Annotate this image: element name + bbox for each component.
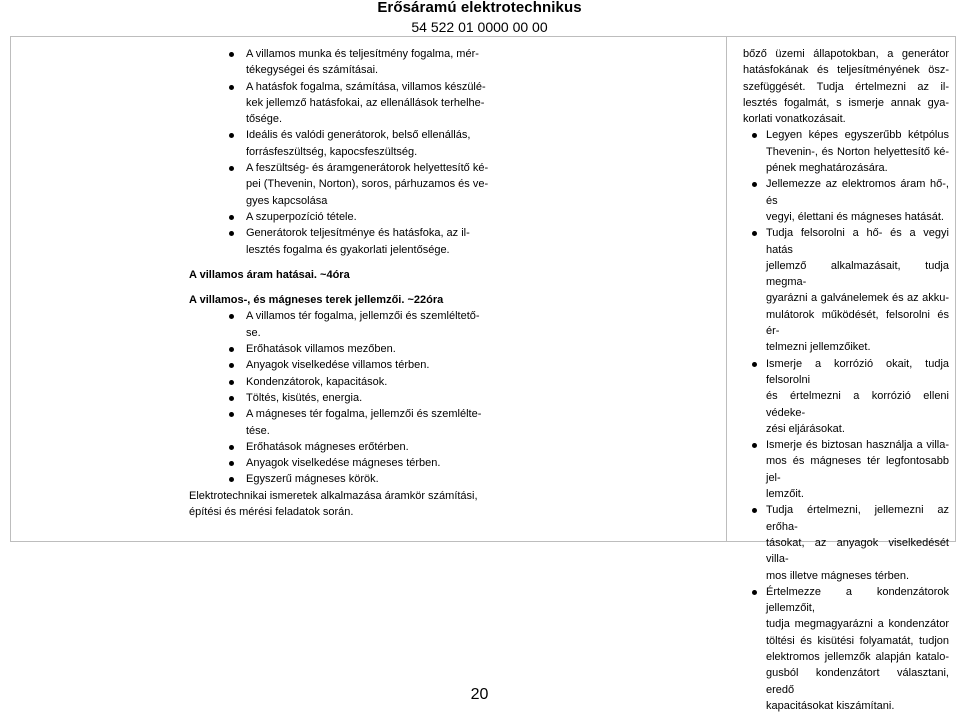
text-line: Ismerje a korrózió okait, tudja felsorolni xyxy=(766,357,949,386)
list-item xyxy=(189,79,491,128)
list-item xyxy=(189,308,491,341)
text-line: mos és mágneses tér legfontosabb jel- xyxy=(766,455,949,484)
bullet-icon xyxy=(229,314,234,319)
list-item xyxy=(189,127,491,160)
bullet-icon xyxy=(752,590,757,595)
text-line: tése. xyxy=(246,424,270,437)
text-line: jellemző alkalmazásait, tudja megma- xyxy=(766,259,949,289)
text-line: pének meghatározására. xyxy=(766,162,888,175)
section-heading: A villamos-, és mágneses terek jellemzői. ~22óra xyxy=(189,294,444,307)
text-line: zési eljárásokat. xyxy=(766,422,845,435)
list-item xyxy=(189,160,491,209)
list-item xyxy=(743,437,949,502)
text-line: Anyagok viselkedése villamos térben. xyxy=(246,359,430,372)
list-item xyxy=(743,502,949,583)
bullet-icon xyxy=(229,133,234,138)
text-line: bőző üzemi állapotokban, a generátor xyxy=(743,48,949,60)
text-line: Tudja értelmezni, jellemezni az erőha- xyxy=(766,504,949,533)
bullet-icon xyxy=(229,166,234,171)
content-column xyxy=(189,46,491,520)
text-line: mos illetve mágneses térben. xyxy=(766,569,910,582)
text-line: építési és mérési feladatok során. xyxy=(189,506,354,519)
list-item xyxy=(743,176,949,225)
list-item xyxy=(189,455,491,471)
text-line: Tudja felsorolni a hő- és a vegyi hatás xyxy=(766,227,949,256)
bullet-icon xyxy=(229,52,234,57)
bullet-icon xyxy=(229,461,234,466)
text-line: lesztés fogalmát, s ismerje annak gya- xyxy=(743,96,949,109)
text-line: Töltés, kisütés, energia. xyxy=(246,391,363,404)
bullet-icon xyxy=(229,347,234,352)
bullet-icon xyxy=(229,215,234,220)
bullet-icon xyxy=(752,231,757,236)
text-line: Kondenzátorok, kapacitások. xyxy=(246,375,388,388)
text-line: vegyi, élettani és mágneses hatását. xyxy=(766,210,944,223)
text-line: Értelmezze a kondenzátorok jellemzőit, xyxy=(766,585,949,615)
bullet-icon xyxy=(229,396,234,401)
section-heading: A villamos áram hatásai. ~4óra xyxy=(189,268,350,281)
spacer xyxy=(189,283,491,292)
text-line: gusból kondenzátort választani, eredő xyxy=(766,667,949,696)
bullet-icon xyxy=(752,182,757,187)
list-item xyxy=(189,374,491,390)
list-item xyxy=(743,225,949,355)
list-item xyxy=(189,46,491,79)
text-line: A hatásfok fogalma, számítása, villamos készülé- xyxy=(246,80,486,93)
text-line: tősége. xyxy=(246,113,283,126)
bullet-icon xyxy=(752,362,757,367)
list-item xyxy=(189,357,491,373)
list-item xyxy=(189,225,491,258)
list-item xyxy=(189,341,491,357)
text-line: és értelmezni a korrózió elleni védeke- xyxy=(766,390,949,419)
text-line: szefüggését. Tudja értelmezni az il- xyxy=(743,80,949,93)
text-line: forrásfeszültség, kapocsfeszültség. xyxy=(246,145,418,158)
text-line: Egyszerű mágneses körök. xyxy=(246,473,379,486)
list-item xyxy=(189,390,491,406)
text-line: Elektrotechnikai ismeretek alkalmazása áramkör számítási, xyxy=(189,489,478,502)
text-line: tékegységei és számításai. xyxy=(246,64,379,77)
bullet-icon xyxy=(229,363,234,368)
page-number: 20 xyxy=(470,686,489,703)
text-line: telmezni jellemzőiket. xyxy=(766,341,871,354)
text-line: kek jellemző hatásfokai, az ellenállások terhelhe- xyxy=(246,96,485,109)
text-line: Erőhatások villamos mezőben. xyxy=(246,343,396,356)
text-line: A villamos munka és teljesítmény fogalma, mér- xyxy=(246,48,479,60)
text-line: lesztés fogalma és gyakorlati jelentősége. xyxy=(246,243,450,256)
bullet-icon xyxy=(229,380,234,385)
bullet-icon xyxy=(229,412,234,417)
list-item xyxy=(189,406,491,439)
text-line: Jellemezze az elektromos áram hő-, és xyxy=(766,178,949,207)
text-line: A szuperpozíció tétele. xyxy=(246,210,357,223)
text-line: Ideális és valódi generátorok, belső ellenállás, xyxy=(246,129,471,142)
text-line: A feszültség- és áramgenerátorok helyettesítő ké- xyxy=(246,162,489,175)
text-line: elektromos jellemzők alapján katalo- xyxy=(766,650,949,663)
text-line: töltési és kisütési folyamatát, tudjon xyxy=(766,634,949,647)
document-code: 54 522 01 0000 00 00 xyxy=(411,19,548,35)
list-item xyxy=(743,356,949,437)
bullet-icon xyxy=(752,133,757,138)
bullet-icon xyxy=(229,445,234,450)
list-item xyxy=(189,209,491,225)
bullet-icon xyxy=(229,85,234,90)
paragraph xyxy=(189,488,491,521)
column-divider xyxy=(726,37,727,541)
text-line: pei (Thevenin, Norton), soros, párhuzamos és ve- xyxy=(246,178,489,191)
text-line: gyes kapcsolása xyxy=(246,194,328,207)
paragraph xyxy=(743,46,949,127)
bullet-icon xyxy=(229,477,234,482)
text-line: korlati vonatkozásait. xyxy=(743,113,846,126)
document-title: Erősáramú elektrotechnikus xyxy=(377,0,582,16)
text-line: se. xyxy=(246,326,261,339)
text-line: kapacitásokat kiszámítani. xyxy=(766,699,895,712)
text-line: A mágneses tér fogalma, jellemzői és szemlélte- xyxy=(246,408,482,421)
text-line: Generátorok teljesítménye és hatásfoka, az il- xyxy=(246,227,470,240)
list-item xyxy=(743,127,949,176)
text-line: tudja megmagyarázni a kondenzátor xyxy=(766,618,949,631)
bullet-icon xyxy=(752,443,757,448)
text-line: Anyagok viselkedése mágneses térben. xyxy=(246,457,441,470)
text-line: hatásfokának és teljesítményének ösz- xyxy=(743,64,949,77)
text-line: Legyen képes egyszerűbb kétpólus xyxy=(766,129,949,142)
bullet-icon xyxy=(752,508,757,513)
text-line: Ismerje és biztosan használja a villa- xyxy=(766,439,949,452)
text-line: gyarázni a galvánelemek és az akku- xyxy=(766,292,949,305)
text-line: lemzőit. xyxy=(766,488,804,501)
text-line: mulátorok működését, felsorolni és ér- xyxy=(766,308,949,338)
requirements-column xyxy=(743,46,949,714)
spacer xyxy=(189,258,491,267)
text-line: Thevenin-, és Norton helyettesítő ké- xyxy=(766,145,949,158)
bullet-icon xyxy=(229,231,234,236)
text-line: Erőhatások mágneses erőtérben. xyxy=(246,440,409,453)
text-line: tásokat, az anyagok viselkedését villa- xyxy=(766,536,949,566)
list-item xyxy=(189,439,491,455)
list-item xyxy=(189,471,491,487)
text-line: A villamos tér fogalma, jellemzői és szemléltető- xyxy=(246,310,480,323)
